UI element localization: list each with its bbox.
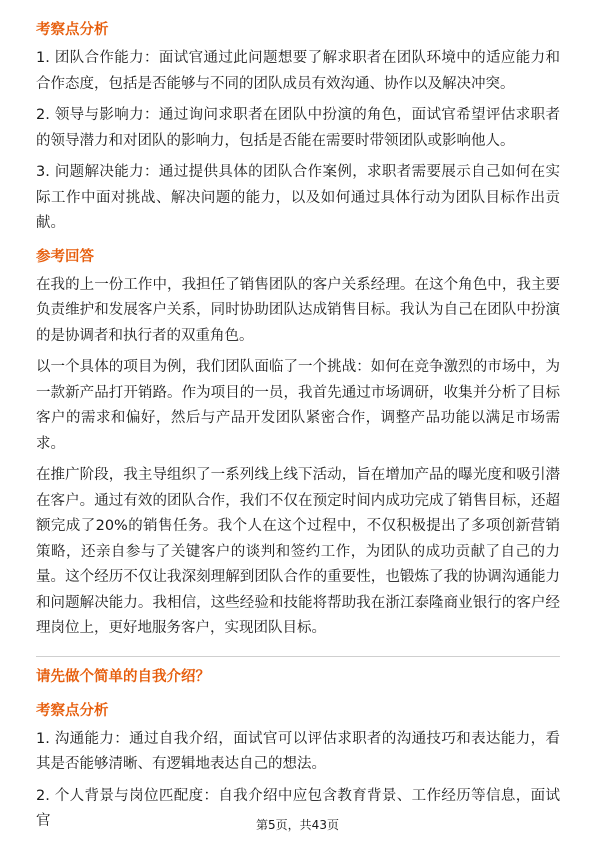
analysis-point: 1. 团队合作能力：面试官通过此问题想要了解求职者在团队环境中的适应能力和合作态度，包括是否能够与不同的团队成员有效沟通、协作以及解决冲突。 — [36, 50, 560, 92]
question-title: 请先做个简单的自我介绍？ — [36, 668, 210, 685]
answer-heading: 参考回答 — [36, 248, 94, 265]
page-number: 第5页，共43页 — [256, 818, 339, 832]
analysis-heading: 考察点分析 — [36, 22, 109, 38]
analysis-point: 2. 领导与影响力：通过询问求职者在团队中扮演的角色，面试官希望评估求职者的领导潜力和对团队的影响力，包括是否能在需要时带领团队或影响他人。 — [36, 107, 560, 149]
document-page — [36, 20, 560, 841]
analysis-point: 3. 问题解决能力：通过提供具体的团队合作案例，求职者需要展示自己如何在实际工作中面对挑战、解决问题的能力，以及如何通过具体行动为团队目标作出贡献。 — [36, 164, 560, 231]
answer-paragraph: 以一个具体的项目为例，我们团队面临了一个挑战：如何在竞争激烈的市场中，为一款新产品打开销路。作为项目的一员，我首先通过市场调研，收集并分析了目标客户的需求和偏好，然后与产品开发团队紧密合作，调整产品功能以满足市场需求。 — [36, 359, 560, 452]
analysis-point: 2. 个人背景与岗位匹配度：自我介绍中应包含教育背景、工作经历等信息，面试官 — [36, 787, 560, 829]
section-divider — [36, 656, 560, 657]
analysis-point: 1. 沟通能力：通过自我介绍，面试官可以评估求职者的沟通技巧和表达能力，看其是否能够清晰、有逻辑地表达自己的想法。 — [36, 730, 560, 772]
analysis-heading: 考察点分析 — [36, 702, 109, 719]
answer-paragraph: 在我的上一份工作中，我担任了销售团队的客户关系经理。在这个角色中，我主要负责维护和发展客户关系，同时协助团队达成销售目标。我认为自己在团队中扮演的是协调者和执行者的双重角色。 — [36, 276, 560, 344]
answer-paragraph: 在推广阶段，我主导组织了一系列线上线下活动，旨在增加产品的曝光度和吸引潜在客户。通过有效的团队合作，我们不仅在预定时间内成功完成了销售目标，还超额完成了20%的销售任务。我个人在这个过程中，不仅积极提出了多项创新营销策略，还亲自参与了关键客户的谈判和签约工作，为团队的成功贡献了自己的力量。这个经历不仅让我深刻理解到团队合作的重要性，也锻炼了我的协调沟通能力和问题解决能力。我相信，这些经验和技能将帮助我在浙江泰隆商业银行的客户经理岗位上，更好地服务客户，实现团队目标。 — [36, 467, 560, 636]
